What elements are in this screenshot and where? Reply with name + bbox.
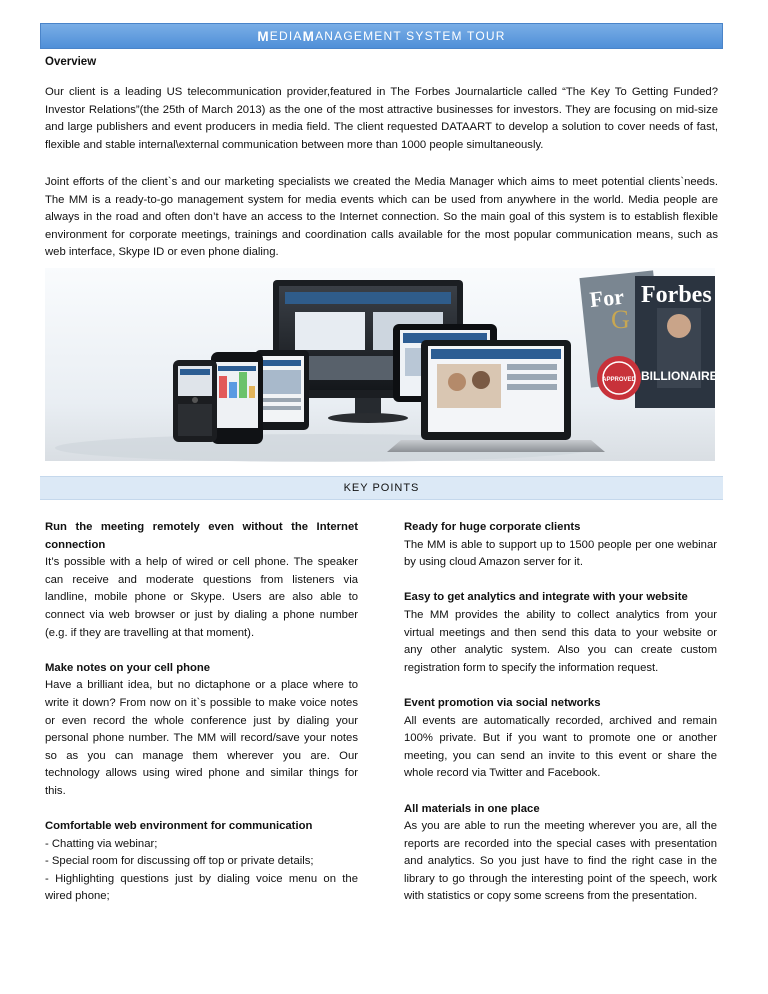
stamp-label: APPROVED [602, 377, 636, 383]
magazine-front-title: Forbes [641, 282, 712, 308]
magazine-back-title: For [588, 283, 626, 313]
small-tablet-device [255, 350, 309, 430]
key-point-web-environment [45, 818, 358, 906]
title-part-anagement: ANAGEMENT SYSTEM TOUR [315, 29, 506, 43]
devices-svg [45, 268, 726, 461]
key-points-heading: KEY POINTS [40, 476, 723, 500]
overview-paragraph-2: Joint efforts of the client`s and our marketing specialists we created the Media Manager which aims to meet potential clients`needs. The MM is a ready-to-go management system for media events which can be used from anywhere in the world. Media people are always in the road and often don’t have an access to the Internet connection. So the main goal of this system is to establish flexible environment for corporate meetings, trainings and coordination calls available for the most popular communication means, such as web interface, Skype ID or even phone dialing. [45, 176, 718, 258]
overview-heading: Overview [45, 56, 97, 68]
key-point-body: Have a brilliant idea, but no dictaphone or a place where to write it down? From now on it`s possible to make voice notes or even record the whole conference just by dialing your personal phone number. The MM will record/save your notes so as you can manage them wherever you are. Our technology allows using wired phone and similar things for this. [45, 679, 358, 797]
magazine-gr-letters: G [611, 305, 630, 334]
key-point-corporate-clients [404, 519, 717, 572]
magazine-cover-headline: BILLIONAIRES [641, 369, 726, 383]
key-point-social-promotion [404, 695, 717, 783]
key-point-all-materials [404, 801, 717, 907]
key-point-body: The MM is able to support up to 1500 people per one webinar by using cloud Amazon server for it. [404, 538, 717, 569]
overview-paragraph-1: Our client is a leading US telecommunication provider,featured in The Forbes Journalarticle called “The Key To Getting Funded? Investor Relations”(the 25th of March 2013) as the one of the most attractive businesses for investors. They are focusing on mid-size and large publishers and event producers in media field. The client requested DATAART to develop a solution to cover needs of fast, flexible and stable internal\external communication between more than 1000 people simultaneously. [45, 86, 718, 151]
bullet-item: - Chatting via webinar; [45, 837, 158, 850]
key-point-title: Ready for huge corporate clients [404, 521, 581, 533]
key-point-body: All events are automatically recorded, archived and remain 100% private. But if you want to promote one or another meeting, you can send an invite to this event or share the whole record via Twitter and Facebook. [404, 714, 717, 780]
key-point-body: The MM provides the ability to collect analytics from your virtual meetings and then send this data to your website or any other analytic system. Also you can create custom registration form to specify the information request. [404, 608, 717, 674]
key-point-title: Easy to get analytics and integrate with your website [404, 591, 688, 604]
key-point-remote-meeting [45, 519, 358, 642]
title-part-edia: EDIA [269, 29, 303, 43]
key-point-title: Event promotion via social networks [404, 696, 601, 709]
title-letter-m1: M [257, 28, 270, 44]
key-point-analytics [404, 589, 717, 677]
bullet-item: - Highlighting questions just by dialing voice menu on the wired phone; [45, 872, 358, 903]
key-point-body: It’s possible with a help of wired or cell phone. The speaker can receive and moderate questions from listeners via landline, mobile phone or Skype. Users are also able to connect via web browser or just by dialing a phone number (e.g. if they are travelling at that moment). [45, 556, 358, 639]
blackberry-phone [173, 360, 217, 442]
product-devices-illustration [45, 268, 726, 461]
key-point-title: All materials in one place [404, 802, 540, 815]
smartphone-device [211, 352, 263, 444]
key-point-cell-notes [45, 660, 358, 801]
key-point-title: Comfortable web environment for communication [45, 820, 313, 833]
key-point-body: As you are able to run the meeting wherever you are, all the reports are recorded into the special cases with presentation and analytics. So you just have to find the right case in the library to go through the interesting point of the speech, work with statistics or copy some screens from the presentation. [404, 820, 717, 903]
forbes-magazines [579, 270, 725, 408]
bullet-item: - Special room for discussing off top or private details; [45, 855, 314, 868]
document-title-bar [40, 23, 723, 49]
title-letter-m2: M [302, 28, 316, 44]
key-points-right-column [404, 519, 717, 924]
key-point-title: Make notes on your cell phone [45, 661, 211, 674]
key-point-title: Run the meeting remotely even without the Internet connection [45, 521, 358, 551]
key-points-left-column [45, 519, 358, 924]
